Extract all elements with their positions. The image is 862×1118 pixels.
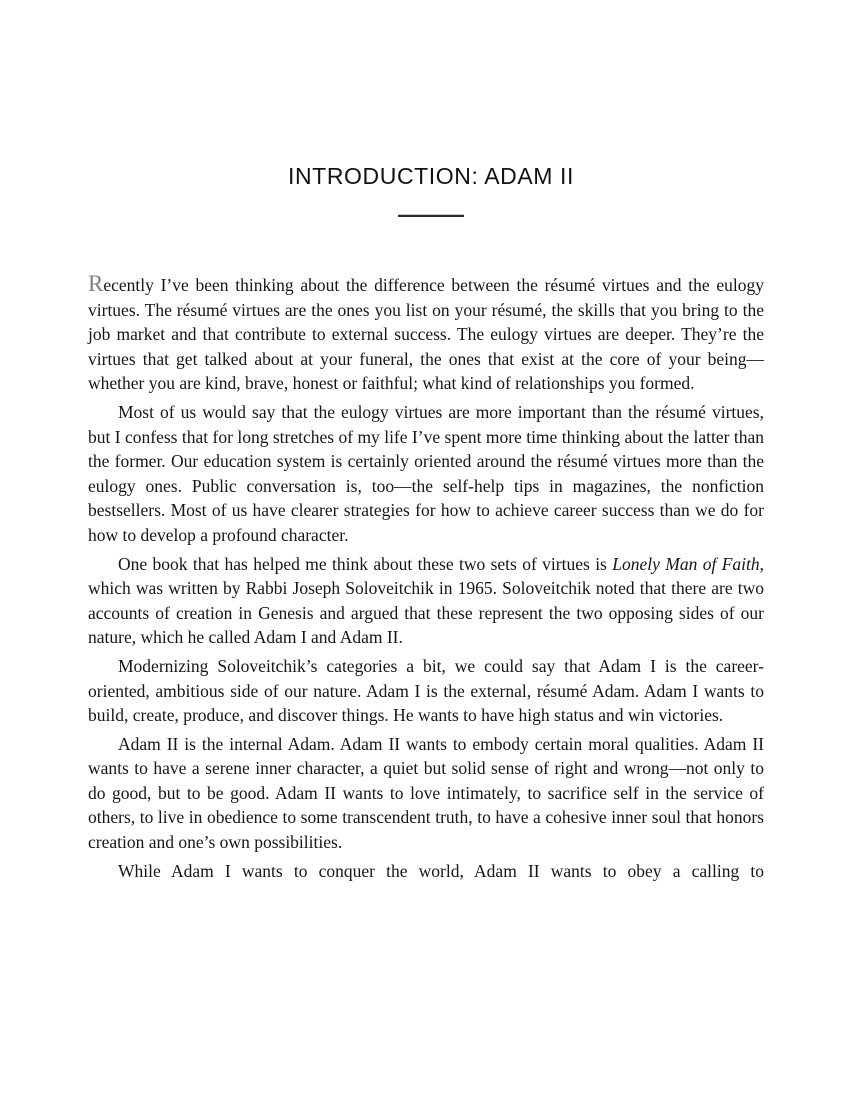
paragraph: [88, 859, 764, 884]
book-title-italic: Lonely Man of Faith: [612, 553, 760, 574]
text-run: Adam II is the internal Adam. Adam II wants to embody certain moral qualities. Adam II wants to have a serene inner character, a quiet but solid sense of right and wrong—not only to do good, but to be good. Adam II wants to love intimately, to sacrifice self in the service of others, to live in obedience to some transcendent truth, to have a cohesive inner soul that honors creation and one’s own possibilities.: [88, 733, 764, 853]
text-run: One book that has helped me think about these two sets of virtues is: [118, 553, 613, 574]
paragraph: [88, 654, 764, 728]
text-run: While Adam I wants to conquer the world, Adam II wants to obey a calling to: [118, 860, 764, 881]
paragraph: [88, 552, 764, 650]
paragraph: [88, 732, 764, 855]
drop-cap-letter: R: [88, 271, 104, 296]
text-run: , which was written by Rabbi Joseph Soloveitchik in 1965. Soloveitchik noted that there are two accounts of creation in Genesis and argued that these represent the two opposing sides of our nature, which he called Adam I and Adam II.: [88, 553, 764, 648]
text-run: Modernizing Soloveitchik’s categories a bit, we could say that Adam I is the career-oriented, ambitious side of our nature. Adam I is the external, résumé Adam. Adam I wants to build, create, produce, and discover things. He wants to have high status and win victories.: [88, 655, 764, 726]
section-divider: [398, 214, 464, 217]
text-run: ecently I’ve been thinking about the difference between the résumé virtues and the eulogy virtues. The résumé virtues are the ones you list on your résumé, the skills that you bring to the job market and that contribute to external success. The eulogy virtues are deeper. They’re the virtues that get talked about at your funeral, the ones that exist at the core of your being—whether you are kind, brave, honest or faithful; what kind of relationships you formed.: [88, 275, 764, 394]
body-text: [0, 273, 862, 883]
paragraph: [88, 273, 764, 396]
text-run: Most of us would say that the eulogy virtues are more important than the résumé virtues, but I confess that for long stretches of my life I’ve spent more time thinking about the latter than the former. Our education system is certainly oriented around the résumé virtues more than the eulogy ones. Public conversation is, too—the self-help tips in magazines, the nonfiction bestsellers. Most of us have clearer strategies for how to achieve career success than we do for how to develop a profound character.: [88, 401, 764, 545]
paragraph: [88, 400, 764, 548]
chapter-title: INTRODUCTION: ADAM II: [287, 163, 575, 189]
